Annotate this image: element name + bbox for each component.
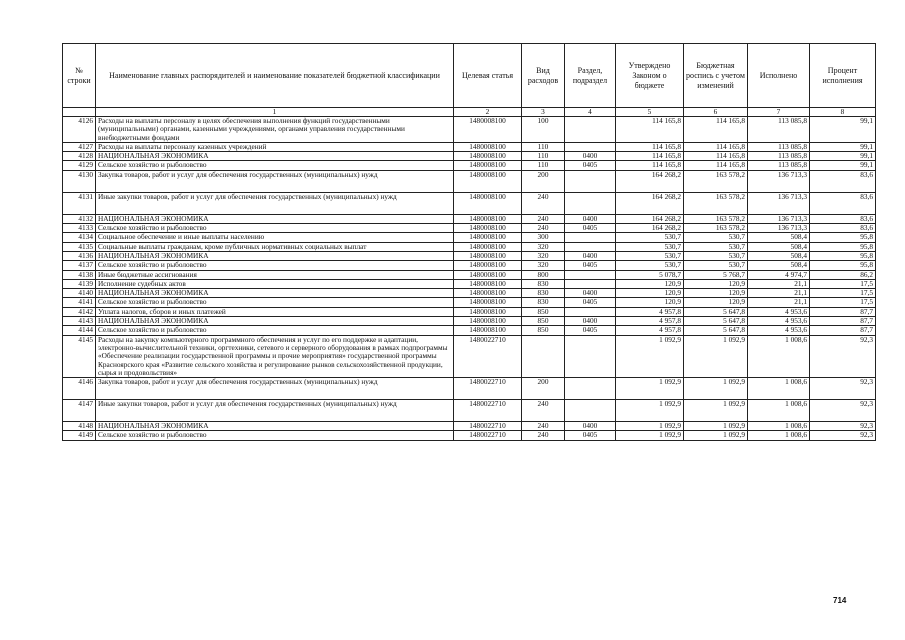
header-section: Раздел, подраздел [565,44,616,108]
row-section: 0405 [565,161,616,170]
row-expense-type: 110 [522,142,565,151]
row-expense-type: 320 [522,261,565,270]
table-row [63,422,876,431]
row-percent: 83,6 [810,224,876,233]
row-approved: 1 092,9 [616,431,684,440]
row-section [565,192,616,214]
row-number: 4126 [63,117,96,143]
row-executed: 136 713,3 [748,214,810,223]
row-approved: 1 092,9 [616,378,684,400]
row-section: 0405 [565,326,616,335]
row-executed: 21,1 [748,298,810,307]
row-budget-list: 120,9 [684,298,748,307]
row-target-article: 1480008100 [454,307,522,316]
row-percent: 86,2 [810,270,876,279]
row-executed: 1 008,6 [748,400,810,422]
row-executed: 1 008,6 [748,378,810,400]
row-executed: 1 008,6 [748,422,810,431]
table-row [63,224,876,233]
row-percent: 95,8 [810,242,876,251]
header-row [63,44,876,108]
row-target-article: 1480008100 [454,326,522,335]
row-budget-list: 163 578,2 [684,214,748,223]
row-target-article: 1480022710 [454,431,522,440]
table-row [63,233,876,242]
row-percent: 92,3 [810,335,876,377]
row-budget-list: 530,7 [684,233,748,242]
row-budget-list: 530,7 [684,261,748,270]
row-budget-list: 114 165,8 [684,161,748,170]
row-executed: 4 953,6 [748,307,810,316]
row-budget-list: 120,9 [684,289,748,298]
row-approved: 114 165,8 [616,152,684,161]
column-number [63,108,96,117]
row-expense-type: 300 [522,233,565,242]
row-expense-type: 850 [522,326,565,335]
table-row [63,270,876,279]
row-number: 4141 [63,298,96,307]
column-number: 6 [684,108,748,117]
row-percent: 95,8 [810,261,876,270]
row-number: 4149 [63,431,96,440]
row-number: 4128 [63,152,96,161]
row-section: 0400 [565,251,616,260]
row-number: 4127 [63,142,96,151]
row-name: Расходы на выплаты персоналу в целях обеспечения выполнения функций государственными (муниципальными) органами, казенными учреждениями, органами управления государственными внебюджетными фондами [96,117,454,143]
table-row [63,335,876,377]
table-row [63,289,876,298]
row-section: 0400 [565,214,616,223]
table-row [63,400,876,422]
table-row [63,214,876,223]
row-executed: 113 085,8 [748,161,810,170]
table-row [63,142,876,151]
row-approved: 1 092,9 [616,400,684,422]
row-section: 0400 [565,289,616,298]
row-name: Сельское хозяйство и рыболовство [96,431,454,440]
row-expense-type: 800 [522,270,565,279]
row-number: 4137 [63,261,96,270]
row-approved: 530,7 [616,242,684,251]
row-executed: 4 974,7 [748,270,810,279]
row-name: НАЦИОНАЛЬНАЯ ЭКОНОМИКА [96,152,454,161]
table-row [63,317,876,326]
row-name: Сельское хозяйство и рыболовство [96,326,454,335]
row-number: 4129 [63,161,96,170]
row-expense-type [522,335,565,377]
header-executed: Исполнено [748,44,810,108]
row-executed: 113 085,8 [748,152,810,161]
row-approved: 530,7 [616,251,684,260]
row-target-article: 1480022710 [454,422,522,431]
row-name: Уплата налогов, сборов и иных платежей [96,307,454,316]
header-approved: Утверждено Законом о бюджете [616,44,684,108]
row-section [565,378,616,400]
row-name: Социальное обеспечение и иные выплаты населению [96,233,454,242]
row-name: Сельское хозяйство и рыболовство [96,261,454,270]
row-percent: 95,8 [810,251,876,260]
row-expense-type: 830 [522,289,565,298]
header-budget-list: Бюджетная роспись с учетом изменений [684,44,748,108]
row-approved: 530,7 [616,261,684,270]
row-number: 4133 [63,224,96,233]
row-section: 0405 [565,224,616,233]
row-expense-type: 240 [522,192,565,214]
row-expense-type: 850 [522,317,565,326]
row-section: 0405 [565,261,616,270]
row-approved: 4 957,8 [616,307,684,316]
row-percent: 95,8 [810,233,876,242]
row-target-article: 1480022710 [454,400,522,422]
row-target-article: 1480008100 [454,233,522,242]
row-executed: 21,1 [748,279,810,288]
row-approved: 114 165,8 [616,142,684,151]
row-number: 4142 [63,307,96,316]
row-budget-list: 114 165,8 [684,142,748,151]
column-number-row [63,108,876,117]
row-budget-list: 1 092,9 [684,400,748,422]
row-target-article: 1480022710 [454,378,522,400]
row-budget-list: 163 578,2 [684,170,748,192]
column-number: 7 [748,108,810,117]
row-number: 4147 [63,400,96,422]
column-number: 2 [454,108,522,117]
row-percent: 99,1 [810,117,876,143]
row-number: 4145 [63,335,96,377]
row-approved: 114 165,8 [616,117,684,143]
row-approved: 120,9 [616,289,684,298]
row-expense-type: 320 [522,251,565,260]
row-approved: 530,7 [616,233,684,242]
budget-table [62,43,876,441]
row-executed: 136 713,3 [748,224,810,233]
table-row [63,378,876,400]
row-name: НАЦИОНАЛЬНАЯ ЭКОНОМИКА [96,214,454,223]
row-section: 0400 [565,152,616,161]
row-target-article: 1480008100 [454,279,522,288]
row-budget-list: 5 647,8 [684,317,748,326]
header-expense-type: Вид расходов [522,44,565,108]
row-section [565,400,616,422]
row-target-article: 1480008100 [454,161,522,170]
row-expense-type: 320 [522,242,565,251]
row-expense-type: 240 [522,422,565,431]
row-executed: 4 953,6 [748,326,810,335]
row-percent: 99,1 [810,142,876,151]
row-approved: 164 268,2 [616,170,684,192]
row-number: 4136 [63,251,96,260]
row-executed: 508,4 [748,242,810,251]
row-number: 4146 [63,378,96,400]
row-number: 4135 [63,242,96,251]
row-budget-list: 1 092,9 [684,431,748,440]
row-executed: 1 008,6 [748,431,810,440]
row-percent: 17,5 [810,298,876,307]
row-target-article: 1480008100 [454,242,522,251]
row-name: Закупка товаров, работ и услуг для обеспечения государственных (муниципальных) нужд [96,378,454,400]
table-row [63,261,876,270]
row-executed: 4 953,6 [748,317,810,326]
row-number: 4144 [63,326,96,335]
row-section [565,170,616,192]
row-name: Иные закупки товаров, работ и услуг для обеспечения государственных (муниципальных) нужд [96,400,454,422]
row-budget-list: 163 578,2 [684,224,748,233]
row-approved: 4 957,8 [616,317,684,326]
row-approved: 164 268,2 [616,224,684,233]
row-budget-list: 5 647,8 [684,307,748,316]
row-executed: 1 008,6 [748,335,810,377]
row-expense-type: 850 [522,307,565,316]
row-target-article: 1480008100 [454,142,522,151]
row-expense-type: 830 [522,298,565,307]
row-section [565,270,616,279]
row-number: 4132 [63,214,96,223]
row-section [565,279,616,288]
row-name: Сельское хозяйство и рыболовство [96,298,454,307]
row-budget-list: 5 768,7 [684,270,748,279]
table-row [63,117,876,143]
row-section: 0400 [565,422,616,431]
table-row [63,251,876,260]
row-section [565,242,616,251]
row-approved: 114 165,8 [616,161,684,170]
row-number: 4148 [63,422,96,431]
row-number: 4139 [63,279,96,288]
column-number: 8 [810,108,876,117]
table-row [63,170,876,192]
row-name: Исполнение судебных актов [96,279,454,288]
row-budget-list: 120,9 [684,279,748,288]
row-target-article: 1480008100 [454,270,522,279]
row-budget-list: 530,7 [684,251,748,260]
row-target-article: 1480008100 [454,152,522,161]
table-body [63,117,876,441]
row-executed: 113 085,8 [748,117,810,143]
table-row [63,326,876,335]
row-executed: 136 713,3 [748,192,810,214]
table-row [63,431,876,440]
row-expense-type: 200 [522,170,565,192]
row-target-article: 1480008100 [454,317,522,326]
row-executed: 508,4 [748,261,810,270]
row-name: Закупка товаров, работ и услуг для обеспечения государственных (муниципальных) нужд [96,170,454,192]
row-budget-list: 5 647,8 [684,326,748,335]
row-expense-type: 200 [522,378,565,400]
row-number: 4134 [63,233,96,242]
row-number: 4131 [63,192,96,214]
table-row [63,161,876,170]
row-section [565,307,616,316]
row-percent: 92,3 [810,378,876,400]
row-section [565,117,616,143]
row-number: 4140 [63,289,96,298]
table-row [63,242,876,251]
row-percent: 92,3 [810,400,876,422]
row-target-article: 1480022710 [454,335,522,377]
row-name: НАЦИОНАЛЬНАЯ ЭКОНОМИКА [96,251,454,260]
row-budget-list: 530,7 [684,242,748,251]
row-percent: 83,6 [810,192,876,214]
row-approved: 164 268,2 [616,214,684,223]
table-row [63,192,876,214]
row-approved: 4 957,8 [616,326,684,335]
row-executed: 21,1 [748,289,810,298]
row-expense-type: 110 [522,161,565,170]
row-name: НАЦИОНАЛЬНАЯ ЭКОНОМИКА [96,289,454,298]
table-row [63,307,876,316]
row-percent: 99,1 [810,152,876,161]
row-name: Сельское хозяйство и рыболовство [96,161,454,170]
header-percent: Процент исполнения [810,44,876,108]
row-budget-list: 114 165,8 [684,117,748,143]
row-target-article: 1480008100 [454,192,522,214]
row-approved: 1 092,9 [616,422,684,431]
row-name: Сельское хозяйство и рыболовство [96,224,454,233]
row-section: 0400 [565,317,616,326]
row-target-article: 1480008100 [454,170,522,192]
column-number: 5 [616,108,684,117]
row-executed: 508,4 [748,251,810,260]
row-budget-list: 163 578,2 [684,192,748,214]
row-executed: 113 085,8 [748,142,810,151]
header-row-number: № строки [63,44,96,108]
table-row [63,298,876,307]
row-name: Социальные выплаты гражданам, кроме публичных нормативных социальных выплат [96,242,454,251]
header-target-article: Целевая статья [454,44,522,108]
row-name: Иные бюджетные ассигнования [96,270,454,279]
row-percent: 83,6 [810,170,876,192]
row-percent: 87,7 [810,307,876,316]
row-expense-type: 240 [522,214,565,223]
column-number: 4 [565,108,616,117]
row-target-article: 1480008100 [454,251,522,260]
row-approved: 5 078,7 [616,270,684,279]
row-expense-type: 240 [522,431,565,440]
column-number: 1 [96,108,454,117]
page-number: 714 [833,596,847,605]
row-name: НАЦИОНАЛЬНАЯ ЭКОНОМИКА [96,422,454,431]
row-number: 4143 [63,317,96,326]
row-number: 4138 [63,270,96,279]
row-executed: 136 713,3 [748,170,810,192]
row-expense-type: 240 [522,224,565,233]
row-budget-list: 114 165,8 [684,152,748,161]
row-section: 0405 [565,431,616,440]
row-target-article: 1480008100 [454,261,522,270]
row-budget-list: 1 092,9 [684,335,748,377]
row-section [565,335,616,377]
row-executed: 508,4 [748,233,810,242]
header-name: Наименование главных распорядителей и наименование показателей бюджетной классификации [96,44,454,108]
row-target-article: 1480008100 [454,117,522,143]
row-approved: 120,9 [616,279,684,288]
row-percent: 83,6 [810,214,876,223]
row-expense-type: 100 [522,117,565,143]
row-section [565,233,616,242]
row-percent: 17,5 [810,279,876,288]
row-name: Расходы на выплаты персоналу казенных учреждений [96,142,454,151]
row-percent: 92,3 [810,431,876,440]
row-target-article: 1480008100 [454,224,522,233]
row-percent: 99,1 [810,161,876,170]
row-expense-type: 830 [522,279,565,288]
row-percent: 17,5 [810,289,876,298]
row-section [565,142,616,151]
row-budget-list: 1 092,9 [684,422,748,431]
row-name: НАЦИОНАЛЬНАЯ ЭКОНОМИКА [96,317,454,326]
row-percent: 92,3 [810,422,876,431]
row-percent: 87,7 [810,326,876,335]
row-approved: 120,9 [616,298,684,307]
row-approved: 164 268,2 [616,192,684,214]
row-approved: 1 092,9 [616,335,684,377]
row-expense-type: 110 [522,152,565,161]
row-expense-type: 240 [522,400,565,422]
row-name: Иные закупки товаров, работ и услуг для обеспечения государственных (муниципальных) нужд [96,192,454,214]
table-row [63,152,876,161]
row-budget-list: 1 092,9 [684,378,748,400]
row-percent: 87,7 [810,317,876,326]
row-name: Расходы на закупку компьютерного программного обеспечения и услуг по его поддержке и адаптации, электронно-вычислительной техники, оргтехники, сетевого и серверного оборудования в рамках подпрограммы «Обеспечение реализации государственной программы и прочие мероприятия» государственной программы Красноярского края «Развитие сельского хозяйства и регулирование рынков сельскохозяйственной продукции, сырья и продовольствия» [96,335,454,377]
row-number: 4130 [63,170,96,192]
table-row [63,279,876,288]
row-target-article: 1480008100 [454,298,522,307]
row-section: 0405 [565,298,616,307]
row-target-article: 1480008100 [454,214,522,223]
row-target-article: 1480008100 [454,289,522,298]
column-number: 3 [522,108,565,117]
